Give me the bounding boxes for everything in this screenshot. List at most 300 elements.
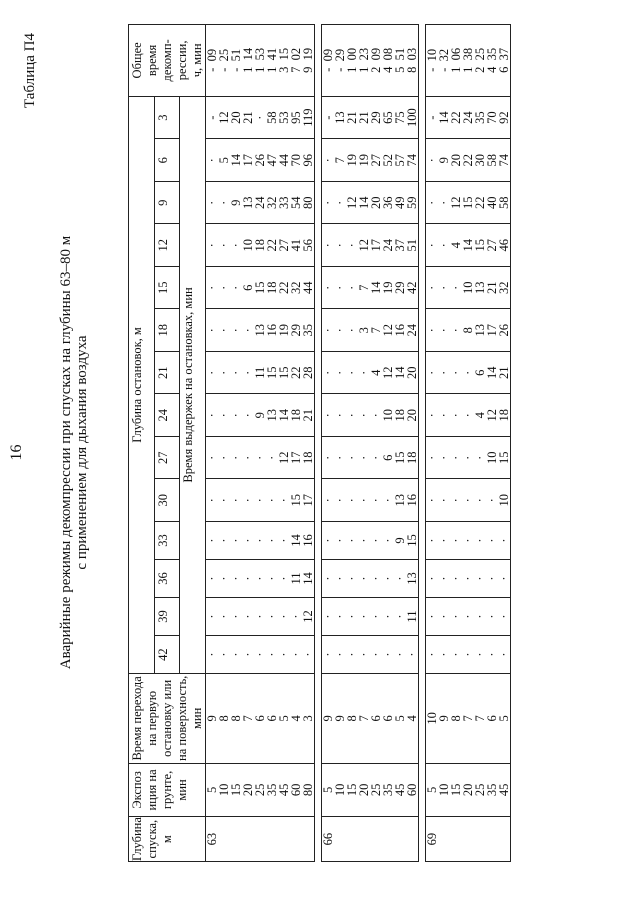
total-minutes: 32 xyxy=(437,48,451,62)
stop-cell: · xyxy=(322,351,335,394)
stop-cell: · xyxy=(438,436,450,479)
total-minutes: 25 xyxy=(217,48,231,62)
stop-cell: 35 xyxy=(474,96,486,139)
depth-cell xyxy=(266,817,278,862)
exposure-cell: 10 xyxy=(438,763,450,817)
stop-cell: 40 xyxy=(486,181,498,224)
stop-cell: 74 xyxy=(498,139,511,182)
stop-cell: 20 xyxy=(406,394,419,437)
total-minutes: 09 xyxy=(205,48,219,62)
stop-cell: 22 xyxy=(462,139,474,182)
stop-cell: · xyxy=(370,598,382,636)
stop-cell: 14 xyxy=(358,181,370,224)
stop-cell: · xyxy=(334,224,346,267)
stop-cell: 18 xyxy=(394,394,406,437)
stop-cell: · xyxy=(358,560,370,598)
transition-cell: 7 xyxy=(242,674,254,763)
stop-cell: · xyxy=(218,560,230,598)
total-hours: 1 xyxy=(241,66,255,73)
stop-cell: · xyxy=(206,394,219,437)
transition-cell: 8 xyxy=(346,674,358,763)
table-row xyxy=(370,25,382,862)
transition-cell: 4 xyxy=(290,674,302,763)
stop-cell: 58 xyxy=(266,96,278,139)
stop-cell: · xyxy=(334,436,346,479)
stop-cell: 70 xyxy=(486,96,498,139)
stop-cell: 17 xyxy=(302,479,315,522)
stop-cell: · xyxy=(438,560,450,598)
stop-cell: · xyxy=(370,436,382,479)
transition-cell: 8 xyxy=(450,674,462,763)
title-line-1: Аварийные режимы декомпрессии при спусках на глубины 63–80 м xyxy=(58,235,74,670)
stop-cell: · xyxy=(462,598,474,636)
exposure-cell: 60 xyxy=(290,763,302,817)
stop-cell: · xyxy=(450,309,462,352)
table-row xyxy=(206,25,219,862)
header-stop-15: 15 xyxy=(154,266,180,309)
stop-cell: · xyxy=(322,521,335,559)
stop-cell: 16 xyxy=(394,309,406,352)
stop-cell: · xyxy=(426,181,439,224)
stop-cell: 14 xyxy=(486,351,498,394)
group-separator xyxy=(315,25,322,862)
total-hours: 1 xyxy=(265,66,279,73)
table-row xyxy=(474,25,486,862)
transition-cell: 8 xyxy=(230,674,242,763)
stop-cell: · xyxy=(394,560,406,598)
stop-cell: 12 xyxy=(450,181,462,224)
stop-cell: 5 xyxy=(218,139,230,182)
total-hours: 1 xyxy=(253,66,267,73)
stop-cell: · xyxy=(230,224,242,267)
table-row xyxy=(498,25,511,862)
stop-cell: · xyxy=(426,224,439,267)
stop-cell: 27 xyxy=(278,224,290,267)
stop-cell: 18 xyxy=(266,266,278,309)
stop-cell: 17 xyxy=(486,309,498,352)
stop-cell: · xyxy=(334,521,346,559)
stop-cell: · xyxy=(254,636,266,674)
stop-cell: 21 xyxy=(302,394,315,437)
total-hours: 2 xyxy=(369,66,383,73)
stop-cell: 10 xyxy=(382,394,394,437)
total-minutes: 02 xyxy=(289,47,303,61)
total-hours: - xyxy=(205,67,219,72)
stop-cell: 15 xyxy=(406,521,419,559)
stop-cell: · xyxy=(358,636,370,674)
table-row xyxy=(254,25,266,862)
stop-cell: · xyxy=(450,479,462,522)
stop-cell: · xyxy=(426,436,439,479)
stop-cell: 32 xyxy=(290,266,302,309)
stop-cell: · xyxy=(426,598,439,636)
stop-cell: · xyxy=(206,266,219,309)
header-stop-3: 3 xyxy=(154,96,180,139)
stop-cell: · xyxy=(486,636,498,674)
stop-cell: · xyxy=(218,181,230,224)
depth-cell xyxy=(370,817,382,862)
depth-cell xyxy=(218,817,230,862)
header-stop-42: 42 xyxy=(154,636,180,674)
total-hours: 1 xyxy=(357,66,371,73)
transition-cell: 8 xyxy=(218,674,230,763)
stop-cell: 20 xyxy=(230,96,242,139)
stop-cell: · xyxy=(370,560,382,598)
header-total: Общее время декомп- рессии, ч, мин xyxy=(129,25,206,97)
stop-cell: · xyxy=(474,479,486,522)
exposure-cell: 5 xyxy=(322,763,335,817)
total-minutes: 00 xyxy=(345,47,359,61)
stop-cell: · xyxy=(450,521,462,559)
stop-cell: 74 xyxy=(406,139,419,182)
stop-cell: · xyxy=(450,436,462,479)
page-number: 16 xyxy=(8,444,25,461)
total-hours: 6 xyxy=(497,66,511,73)
stop-cell: 11 xyxy=(406,598,419,636)
stop-cell: 29 xyxy=(290,309,302,352)
stop-cell: · xyxy=(426,560,439,598)
stop-cell: · xyxy=(474,598,486,636)
stop-cell: 15 xyxy=(462,181,474,224)
header-stop-27: 27 xyxy=(154,436,180,479)
stop-cell: 12 xyxy=(278,436,290,479)
stop-cell: 44 xyxy=(278,139,290,182)
stop-cell: · xyxy=(242,521,254,559)
stop-cell: 119 xyxy=(302,96,315,139)
stop-cell: 29 xyxy=(394,266,406,309)
stop-cell: 100 xyxy=(406,96,419,139)
stop-cell: · xyxy=(266,521,278,559)
stop-cell: 14 xyxy=(394,351,406,394)
stop-cell: 58 xyxy=(486,139,498,182)
header-stop-30: 30 xyxy=(154,479,180,522)
exposure-cell: 5 xyxy=(426,763,439,817)
stop-cell: 22 xyxy=(266,224,278,267)
header-stop-24: 24 xyxy=(154,394,180,437)
stop-cell: · xyxy=(206,309,219,352)
total-hours: 8 xyxy=(405,66,419,73)
stop-cell: · xyxy=(486,521,498,559)
stop-cell: · xyxy=(346,636,358,674)
exposure-cell: 35 xyxy=(382,763,394,817)
stop-cell: · xyxy=(230,479,242,522)
stop-cell: · xyxy=(218,436,230,479)
header-stop-18: 18 xyxy=(154,309,180,352)
stop-cell: · xyxy=(358,598,370,636)
stop-cell: 15 xyxy=(266,351,278,394)
stop-cell: 10 xyxy=(242,224,254,267)
total-cell xyxy=(498,25,511,97)
stop-cell: · xyxy=(438,394,450,437)
stop-cell: · xyxy=(462,351,474,394)
stop-cell: 22 xyxy=(290,351,302,394)
stop-cell: 18 xyxy=(302,436,315,479)
exposure-cell: 20 xyxy=(462,763,474,817)
stop-cell: 8 xyxy=(462,309,474,352)
stop-cell: · xyxy=(382,636,394,674)
transition-cell: 9 xyxy=(438,674,450,763)
stop-cell: · xyxy=(334,266,346,309)
transition-cell: 9 xyxy=(322,674,335,763)
stop-cell: · xyxy=(358,479,370,522)
total-minutes: 19 xyxy=(301,47,315,61)
stop-cell: 27 xyxy=(486,224,498,267)
total-cell xyxy=(406,25,419,97)
header-transition: Время перехода на первую остановку или на поверхность, мин xyxy=(129,674,206,763)
stop-cell: 70 xyxy=(290,139,302,182)
stop-cell: · xyxy=(426,309,439,352)
depth-cell xyxy=(438,817,450,862)
depth-cell xyxy=(450,817,462,862)
table-row xyxy=(462,25,474,862)
stop-cell: 15 xyxy=(498,436,511,479)
transition-cell: 7 xyxy=(462,674,474,763)
stop-cell: · xyxy=(438,181,450,224)
table-row xyxy=(322,25,335,862)
stop-cell: 20 xyxy=(370,181,382,224)
depth-cell xyxy=(394,817,406,862)
stop-cell: 24 xyxy=(462,96,474,139)
stop-cell: · xyxy=(322,224,335,267)
table-row xyxy=(426,25,439,862)
stop-cell: 14 xyxy=(438,96,450,139)
depth-cell xyxy=(302,817,315,862)
stop-cell: · xyxy=(426,521,439,559)
stop-cell: · xyxy=(242,394,254,437)
depth-cell xyxy=(334,817,346,862)
stop-cell: 42 xyxy=(406,266,419,309)
depth-cell xyxy=(486,817,498,862)
stop-cell: · xyxy=(206,560,219,598)
stop-cell: 13 xyxy=(242,181,254,224)
stop-cell: 12 xyxy=(486,394,498,437)
stop-cell: 30 xyxy=(474,139,486,182)
total-hours: 5 xyxy=(393,66,407,73)
stop-cell: · xyxy=(206,351,219,394)
stop-cell: · xyxy=(462,394,474,437)
depth-cell xyxy=(382,817,394,862)
stop-cell: 33 xyxy=(278,181,290,224)
exposure-cell: 45 xyxy=(278,763,290,817)
table-row xyxy=(278,25,290,862)
stop-cell: 21 xyxy=(242,96,254,139)
table-row xyxy=(346,25,358,862)
header-depth: Глубина спуска, м xyxy=(129,817,206,862)
stop-cell: · xyxy=(242,479,254,522)
stop-cell: · xyxy=(426,139,439,182)
exposure-cell: 80 xyxy=(302,763,315,817)
stop-cell: · xyxy=(230,266,242,309)
exposure-cell: 5 xyxy=(206,763,219,817)
depth-cell: 63 xyxy=(206,817,219,862)
stop-cell: · xyxy=(438,351,450,394)
stop-cell: 6 xyxy=(382,436,394,479)
header-stops-title: Глубина остановок, м xyxy=(129,96,155,673)
transition-cell: 6 xyxy=(266,674,278,763)
stop-cell: · xyxy=(498,636,511,674)
table-row xyxy=(266,25,278,862)
stop-cell: · xyxy=(218,224,230,267)
stop-cell: · xyxy=(230,351,242,394)
total-hours: - xyxy=(217,67,231,72)
stop-cell: · xyxy=(486,479,498,522)
stop-cell: · xyxy=(322,139,335,182)
table-label: Таблица П4 xyxy=(22,33,38,108)
stop-cell: · xyxy=(334,479,346,522)
transition-cell: 6 xyxy=(254,674,266,763)
stop-cell: · xyxy=(346,436,358,479)
stop-cell: 7 xyxy=(334,139,346,182)
stop-cell: · xyxy=(334,560,346,598)
stop-cell: · xyxy=(206,181,219,224)
total-minutes: 06 xyxy=(449,47,463,61)
stop-cell: 15 xyxy=(254,266,266,309)
total-hours: 4 xyxy=(485,66,499,73)
stop-cell: 13 xyxy=(394,479,406,522)
stop-cell: · xyxy=(218,394,230,437)
total-minutes: 09 xyxy=(369,47,383,61)
stop-cell: · xyxy=(218,479,230,522)
stop-cell: 15 xyxy=(394,436,406,479)
total-minutes: 41 xyxy=(265,47,279,61)
total-hours: 1 xyxy=(461,66,475,73)
stop-cell: 14 xyxy=(302,560,315,598)
stop-cell: · xyxy=(346,479,358,522)
stop-cell: · xyxy=(206,224,219,267)
depth-cell xyxy=(290,817,302,862)
total-hours: - xyxy=(229,67,243,72)
stop-cell: · xyxy=(426,351,439,394)
depth-cell xyxy=(242,817,254,862)
decompression-table xyxy=(128,24,511,862)
stop-cell: · xyxy=(242,351,254,394)
total-minutes: 14 xyxy=(241,47,255,61)
stop-cell: 28 xyxy=(302,351,315,394)
stop-cell: · xyxy=(450,266,462,309)
stop-cell: · xyxy=(206,479,219,522)
stop-cell: · xyxy=(278,636,290,674)
stop-cell: 9 xyxy=(394,521,406,559)
stop-cell: · xyxy=(230,436,242,479)
stop-cell: · xyxy=(322,560,335,598)
total-hours: - xyxy=(321,67,335,72)
stop-cell: · xyxy=(370,394,382,437)
stop-cell: · xyxy=(322,181,335,224)
total-minutes: 35 xyxy=(485,47,499,61)
stop-cell: 15 xyxy=(474,224,486,267)
stop-cell: · xyxy=(266,560,278,598)
stop-cell: 16 xyxy=(302,521,315,559)
stop-cell: · xyxy=(498,598,511,636)
header-stop-36: 36 xyxy=(154,560,180,598)
depth-cell: 69 xyxy=(426,817,439,862)
stop-cell: · xyxy=(242,309,254,352)
stop-cell: · xyxy=(358,351,370,394)
stop-cell: · xyxy=(242,636,254,674)
stop-cell: 7 xyxy=(370,309,382,352)
stop-cell: 17 xyxy=(290,436,302,479)
stop-cell: 12 xyxy=(346,181,358,224)
exposure-cell: 45 xyxy=(394,763,406,817)
stop-cell: · xyxy=(382,560,394,598)
stop-cell: · xyxy=(218,266,230,309)
transition-cell: 5 xyxy=(278,674,290,763)
depth-cell: 66 xyxy=(322,817,335,862)
stop-cell: · xyxy=(358,394,370,437)
stop-cell: · xyxy=(322,309,335,352)
transition-cell: 5 xyxy=(394,674,406,763)
stop-cell: 6 xyxy=(242,266,254,309)
stop-cell: 35 xyxy=(302,309,315,352)
stop-cell: · xyxy=(486,598,498,636)
stop-cell: · xyxy=(394,636,406,674)
total-minutes: 51 xyxy=(229,48,243,62)
total-minutes: 51 xyxy=(393,47,407,61)
stop-cell: 24 xyxy=(254,181,266,224)
stop-cell: · xyxy=(474,560,486,598)
table-row xyxy=(438,25,450,862)
stop-cell: · xyxy=(438,224,450,267)
stop-cell: · xyxy=(450,636,462,674)
table-title xyxy=(58,0,90,905)
depth-cell xyxy=(406,817,419,862)
depth-cell xyxy=(474,817,486,862)
stop-cell: · xyxy=(322,394,335,437)
stop-cell: - xyxy=(426,96,439,139)
stop-cell: · xyxy=(230,394,242,437)
stop-cell: 52 xyxy=(382,139,394,182)
stop-cell: · xyxy=(462,436,474,479)
total-minutes: 38 xyxy=(461,47,475,61)
exposure-cell: 25 xyxy=(370,763,382,817)
stop-cell: 15 xyxy=(290,479,302,522)
total-minutes: 25 xyxy=(473,47,487,61)
stop-cell: · xyxy=(278,521,290,559)
stop-cell: · xyxy=(346,394,358,437)
stop-cell: 24 xyxy=(382,224,394,267)
stop-cell: · xyxy=(230,636,242,674)
stop-cell: · xyxy=(206,436,219,479)
stop-cell: · xyxy=(334,309,346,352)
stop-cell: · xyxy=(322,636,335,674)
stop-cell: 7 xyxy=(358,266,370,309)
header-stop-21: 21 xyxy=(154,351,180,394)
stop-cell: · xyxy=(438,309,450,352)
stop-cell: 22 xyxy=(278,266,290,309)
stop-cell: · xyxy=(382,598,394,636)
stop-cell: · xyxy=(278,479,290,522)
total-minutes: 53 xyxy=(253,47,267,61)
stop-cell: 44 xyxy=(302,266,315,309)
stop-cell: · xyxy=(498,560,511,598)
stop-cell: 24 xyxy=(406,309,419,352)
stop-cell: · xyxy=(450,560,462,598)
stop-cell: · xyxy=(254,479,266,522)
stop-cell: · xyxy=(358,521,370,559)
stop-cell: · xyxy=(426,266,439,309)
stop-cell: · xyxy=(438,598,450,636)
stop-cell: · xyxy=(278,598,290,636)
stop-cell: 32 xyxy=(498,266,511,309)
exposure-cell: 15 xyxy=(230,763,242,817)
stop-cell: · xyxy=(370,521,382,559)
exposure-cell: 60 xyxy=(406,763,419,817)
total-minutes: 15 xyxy=(277,47,291,61)
stop-cell: 51 xyxy=(406,224,419,267)
stop-cell: 6 xyxy=(474,351,486,394)
stop-cell: · xyxy=(218,598,230,636)
stop-cell: · xyxy=(206,139,219,182)
